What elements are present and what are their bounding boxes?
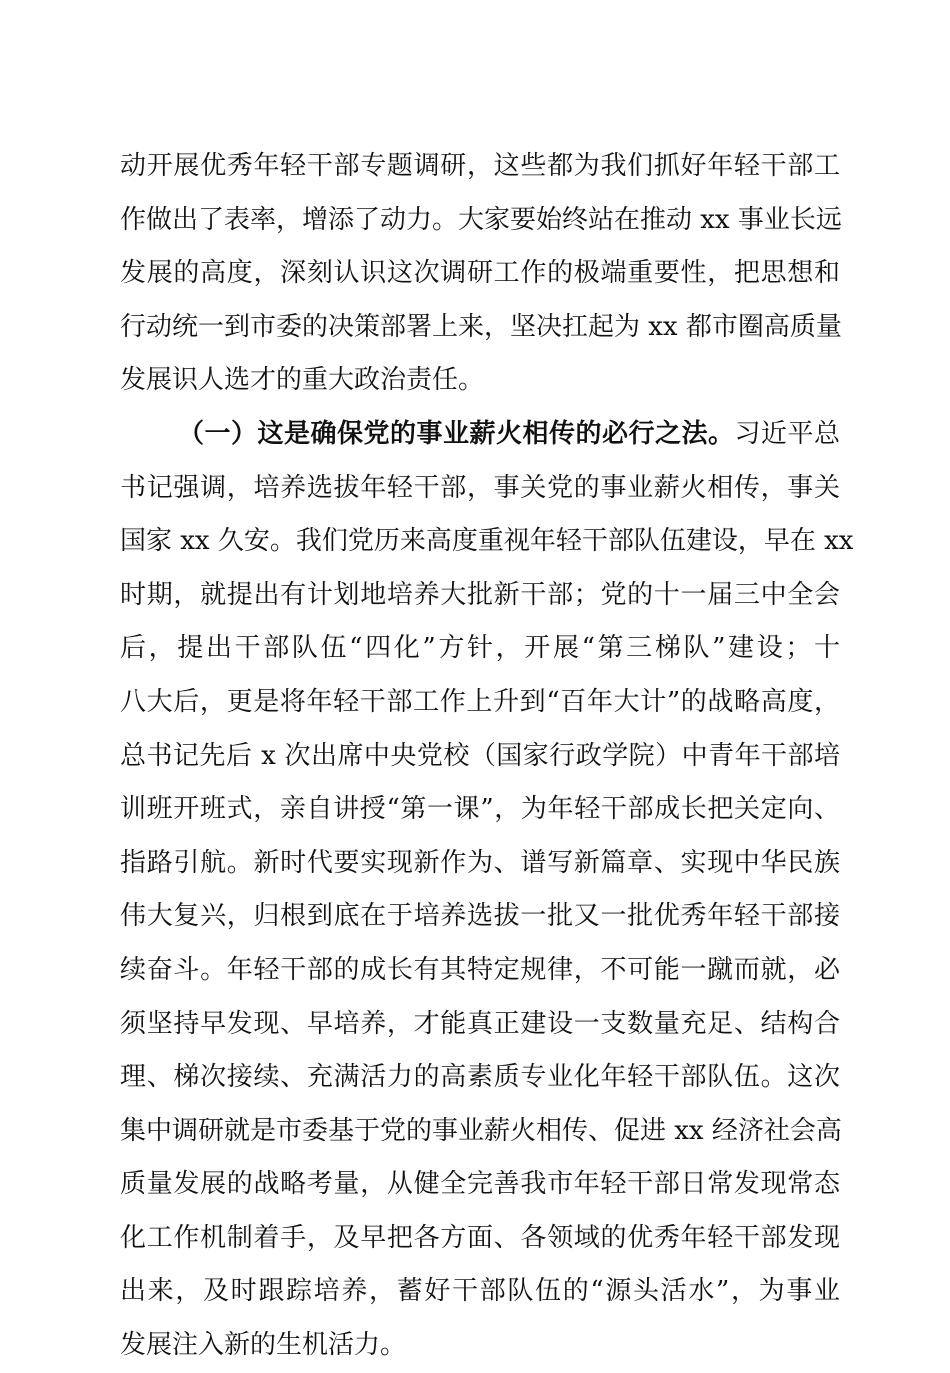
paragraph-2-line: 伟大复兴，归根到底在于培养选拔一批又一批优秀年轻干部接 — [120, 901, 840, 932]
paragraph-2-line: 出来，及时跟踪培养，蓄好干部队伍的“源头活水”，为事业 — [120, 1276, 840, 1307]
document-body — [120, 140, 854, 1373]
paragraph-2 — [120, 408, 854, 1373]
paragraph-2-line: 后，提出干部队伍“四化”方针，开展“第三梯队”建设；十 — [120, 633, 840, 664]
section-heading: （一）这是确保党的事业薪火相传的必行之法。 — [178, 418, 735, 449]
paragraph-2-line: 须坚持早发现、早培养，才能真正建设一支数量充足、结构合 — [120, 1008, 840, 1039]
paragraph-2-line: 书记强调，培养选拔年轻干部，事关党的事业薪火相传，事关 — [120, 472, 840, 503]
paragraph-2-line: 训班开班式，亲自讲授“第一课”，为年轻干部成长把关定向、 — [120, 794, 840, 825]
paragraph-2-line: 时期，就提出有计划地培养大批新干部；党的十一届三中全会 — [120, 579, 840, 610]
paragraph-1-line: 行动统一到市委的决策部署上来，坚决扛起为 xx 都市圈高质量 — [120, 311, 842, 342]
paragraph-2-line: 续奋斗。年轻干部的成长有其特定规律，不可能一蹴而就，必 — [120, 954, 840, 985]
paragraph-2-line: 集中调研就是市委基于党的事业薪火相传、促进 xx 经济社会高 — [120, 1115, 842, 1146]
paragraph-2-line: 国家 xx 久安。我们党历来高度重视年轻干部队伍建设，早在 xx — [120, 526, 854, 557]
paragraph-2-line: 八大后，更是将年轻干部工作上升到“百年大计”的战略高度， — [120, 686, 840, 717]
paragraph-2-first-line — [120, 408, 840, 462]
paragraph-2-line: 发展注入新的生机活力。 — [120, 1330, 407, 1361]
paragraph-2-line: 化工作机制着手，及早把各方面、各领域的优秀年轻干部发现 — [120, 1222, 840, 1253]
paragraph-2-line: 理、梯次接续、充满活力的高素质专业化年轻干部队伍。这次 — [120, 1062, 840, 1093]
paragraph-1-line: 发展的高度，深刻认识这次调研工作的极端重要性，把思想和 — [120, 258, 840, 289]
paragraph-1-line: 动开展优秀年轻干部专题调研，这些都为我们抓好年轻干部工 — [120, 151, 840, 181]
paragraph-1-line: 发展识人选才的重大政治责任。 — [120, 365, 485, 396]
paragraph-2-line: 指路引航。新时代要实现新作为、谱写新篇章、实现中华民族 — [120, 847, 840, 878]
paragraph-1-line: 作做出了表率，增添了动力。大家要始终站在推动 xx 事业长远 — [120, 204, 842, 235]
paragraph-1 — [120, 140, 840, 408]
paragraph-2-line: 质量发展的战略考量，从健全完善我市年轻干部日常发现常态 — [120, 1169, 840, 1200]
paragraph-2-first-line-text: 习近平总 — [734, 418, 840, 449]
paragraph-2-line: 总书记先后 x 次出席中央党校（国家行政学院）中青年干部培 — [120, 740, 840, 771]
